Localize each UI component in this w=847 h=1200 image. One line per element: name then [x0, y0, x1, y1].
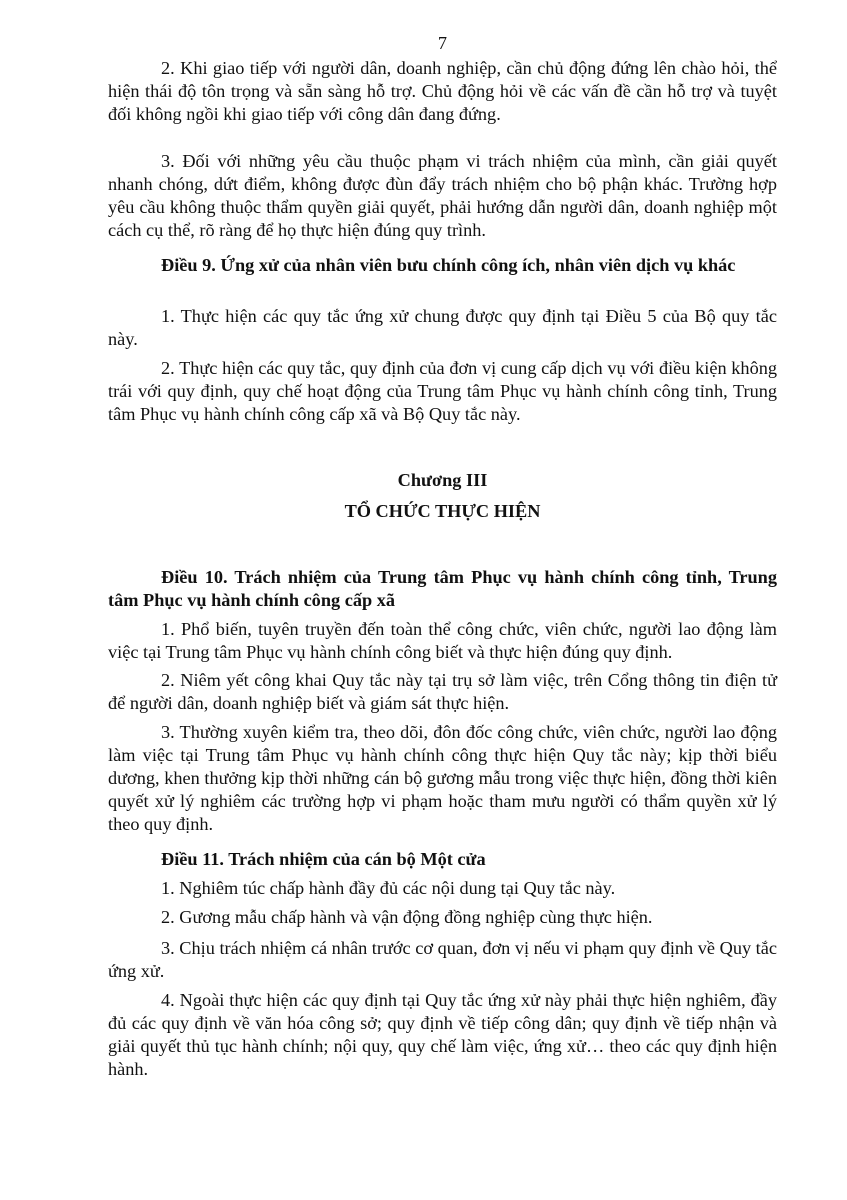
- paragraph-art9-item2: 2. Thực hiện các quy tắc, quy định của đơn vị cung cấp dịch vụ với điều kiện không trái với quy định, quy chế hoạt động của Trung tâm Phục vụ hành chính công tỉnh, Trung tâm Phục vụ hành chính công cấp xã và Bộ Quy tắc này.: [108, 358, 777, 424]
- paragraph-art11-item3: 3. Chịu trách nhiệm cá nhân trước cơ quan, đơn vị nếu vi phạm quy định về Quy tắc ứng xử.: [108, 938, 777, 981]
- paragraph-art11-item1: 1. Nghiêm túc chấp hành đầy đủ các nội dung tại Quy tắc này.: [161, 878, 616, 898]
- chapter-label: Chương III: [397, 470, 488, 490]
- paragraph-art11-item4: 4. Ngoài thực hiện các quy định tại Quy tắc ứng xử này phải thực hiện nghiêm, đầy đủ các quy định về văn hóa công sở; quy định về tiếp công dân; quy định về tiếp nhận và giải quyết thủ tục hành chính; nội quy, quy chế làm việc, ứng xử… theo các quy định hiện hành.: [108, 990, 777, 1079]
- page-number: 7: [437, 33, 448, 53]
- article-11-heading: Điều 11. Trách nhiệm của cán bộ Một cửa: [161, 849, 486, 869]
- paragraph-art8-item2: 2. Khi giao tiếp với người dân, doanh nghiệp, cần chủ động đứng lên chào hỏi, thể hiện thái độ tôn trọng và sẵn sàng hỗ trợ. Chủ động hỏi về các vấn đề cần hỗ trợ và tuyệt đối không ngồi khi giao tiếp với công dân đang đứng.: [108, 58, 777, 124]
- article-9-heading: Điều 9. Ứng xử của nhân viên bưu chính công ích, nhân viên dịch vụ khác: [161, 255, 736, 275]
- paragraph-art10-item1: 1. Phổ biến, tuyên truyền đến toàn thể công chức, viên chức, người lao động làm việc tại Trung tâm Phục vụ hành chính công biết và thực hiện đúng quy định.: [108, 619, 777, 662]
- paragraph-art9-item1: 1. Thực hiện các quy tắc ứng xử chung được quy định tại Điều 5 của Bộ quy tắc này.: [108, 306, 777, 349]
- paragraph-art11-item2: 2. Gương mẫu chấp hành và vận động đồng nghiệp cùng thực hiện.: [161, 907, 653, 927]
- article-10-heading: Điều 10. Trách nhiệm của Trung tâm Phục vụ hành chính công tỉnh, Trung tâm Phục vụ hành chính công cấp xã: [108, 567, 777, 610]
- paragraph-art10-item3: 3. Thường xuyên kiểm tra, theo dõi, đôn đốc công chức, viên chức, người lao động làm việc tại Trung tâm Phục vụ hành chính công thực hiện Quy tắc này; kịp thời biểu dương, khen thưởng kịp thời những cán bộ gương mẫu trong việc thực hiện, đồng thời kiên quyết xử lý nghiêm các trường hợp vi phạm hoặc tham mưu người có thẩm quyền xử lý theo quy định.: [108, 722, 777, 834]
- chapter-title: TỔ CHỨC THỰC HIỆN: [344, 501, 541, 521]
- paragraph-art8-item3: 3. Đối với những yêu cầu thuộc phạm vi trách nhiệm của mình, cần giải quyết nhanh chóng, dứt điểm, không được đùn đẩy trách nhiệm cho bộ phận khác. Trường hợp yêu cầu không thuộc thẩm quyền giải quyết, phải hướng dẫn người dân, doanh nghiệp một cách cụ thể, rõ ràng để họ thực hiện đúng quy trình.: [108, 151, 777, 240]
- paragraph-art10-item2: 2. Niêm yết công khai Quy tắc này tại trụ sở làm việc, trên Cổng thông tin điện tử để người dân, doanh nghiệp biết và giám sát thực hiện.: [108, 670, 777, 713]
